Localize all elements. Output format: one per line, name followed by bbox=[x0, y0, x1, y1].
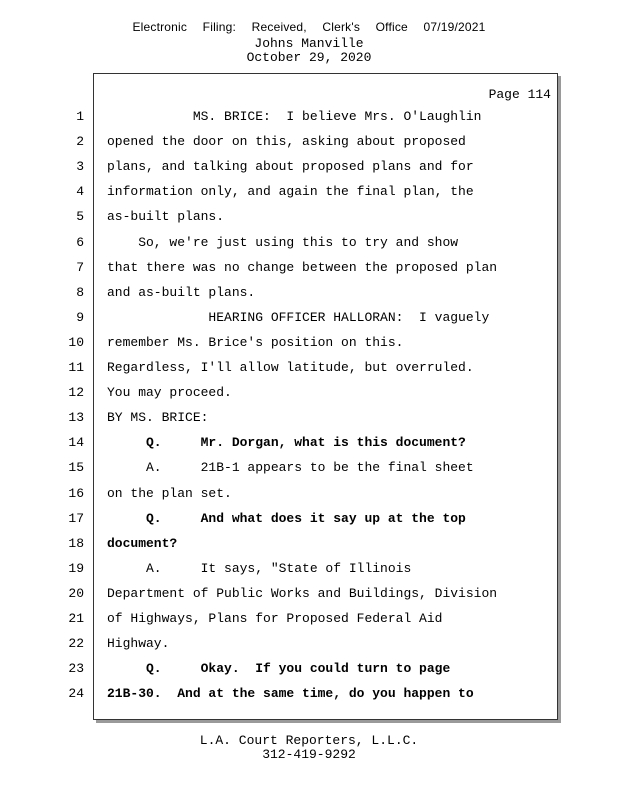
line-number: 24 bbox=[68, 686, 84, 702]
transcript-line bbox=[0, 285, 618, 310]
line-number: 21 bbox=[68, 611, 84, 626]
transcript-line bbox=[0, 184, 618, 209]
line-number: 5 bbox=[76, 209, 84, 225]
transcript-line bbox=[0, 435, 618, 460]
line-number: 7 bbox=[76, 259, 84, 275]
line-text: Q. And what does it say up at the top bbox=[107, 510, 466, 526]
page-number: Page 114 bbox=[488, 87, 551, 102]
electronic-filing-stamp bbox=[0, 20, 618, 34]
line-number: 18 bbox=[68, 535, 84, 551]
transcript-line bbox=[0, 260, 618, 285]
line-text: remember Ms. Brice's position on this. bbox=[107, 334, 404, 350]
transcript-line bbox=[0, 410, 618, 435]
line-number: 23 bbox=[68, 661, 84, 677]
line-number: 8 bbox=[76, 284, 84, 300]
line-text: and as-built plans. bbox=[107, 284, 256, 300]
line-text: You may proceed. bbox=[107, 385, 232, 401]
line-number: 1 bbox=[76, 109, 84, 124]
transcript-line bbox=[0, 335, 618, 360]
line-text: Highway. bbox=[107, 636, 170, 652]
reporter-company: L.A. Court Reporters, L.L.C. bbox=[199, 733, 419, 748]
transcript-line bbox=[0, 611, 618, 636]
line-number: 4 bbox=[76, 184, 84, 200]
transcript-line bbox=[0, 511, 618, 536]
transcript-line bbox=[0, 310, 618, 335]
transcript-line bbox=[0, 460, 618, 485]
transcript-line bbox=[0, 235, 618, 260]
transcript-line bbox=[0, 385, 618, 410]
line-text: HEARING OFFICER HALLORAN: I vaguely bbox=[107, 309, 490, 325]
line-text: Department of Public Works and Buildings, Division bbox=[107, 585, 498, 601]
line-text: BY MS. BRICE: bbox=[107, 410, 209, 426]
line-text: information only, and again the final plan, the bbox=[107, 184, 474, 200]
transcript-line bbox=[0, 209, 618, 234]
line-text: on the plan set. bbox=[107, 485, 232, 501]
line-number: 17 bbox=[68, 510, 84, 526]
line-number: 12 bbox=[68, 385, 84, 401]
line-text: opened the door on this, asking about proposed bbox=[107, 134, 466, 150]
transcript-line bbox=[0, 686, 618, 711]
line-text: of Highways, Plans for Proposed Federal Aid bbox=[107, 611, 443, 626]
line-text: as-built plans. bbox=[107, 209, 225, 225]
reporter-phone: 312-419-9292 bbox=[262, 747, 356, 762]
filing-part-5: Office bbox=[375, 20, 408, 34]
line-number: 9 bbox=[76, 309, 84, 325]
line-number: 20 bbox=[68, 585, 84, 601]
line-text: 21B-30. And at the same time, do you happen to bbox=[107, 686, 474, 702]
line-number: 19 bbox=[68, 560, 84, 576]
filing-part-3: Received, bbox=[251, 20, 307, 34]
transcript-line bbox=[0, 109, 618, 134]
line-number: 14 bbox=[68, 435, 84, 451]
transcript-line bbox=[0, 360, 618, 385]
filing-part-2: Filing: bbox=[202, 20, 237, 34]
line-number: 13 bbox=[68, 410, 84, 426]
transcript-line bbox=[0, 486, 618, 511]
filing-part-4: Clerk's bbox=[322, 20, 361, 34]
line-number: 11 bbox=[68, 360, 84, 375]
transcript-line bbox=[0, 661, 618, 686]
line-text: that there was no change between the proposed plan bbox=[107, 259, 498, 275]
case-name: Johns Manville bbox=[254, 36, 364, 51]
line-text: plans, and talking about proposed plans and for bbox=[107, 159, 474, 175]
line-number: 6 bbox=[76, 234, 84, 250]
transcript-line bbox=[0, 536, 618, 561]
line-text: Q. Okay. If you could turn to page bbox=[107, 661, 451, 677]
line-number: 2 bbox=[76, 134, 84, 150]
line-text: A. 21B-1 appears to be the final sheet bbox=[107, 460, 474, 476]
transcript-line bbox=[0, 134, 618, 159]
line-text: Q. Mr. Dorgan, what is this document? bbox=[107, 435, 466, 451]
line-text: document? bbox=[107, 535, 178, 551]
transcript-line bbox=[0, 586, 618, 611]
line-text: Regardless, I'll allow latitude, but overruled. bbox=[107, 360, 474, 375]
line-text: MS. BRICE: I believe Mrs. O'Laughlin bbox=[107, 109, 482, 124]
line-number: 10 bbox=[68, 334, 84, 350]
filing-date: 07/19/2021 bbox=[423, 20, 486, 34]
transcript-line bbox=[0, 636, 618, 661]
line-number: 3 bbox=[76, 159, 84, 175]
filing-part-1: Electronic bbox=[132, 20, 188, 34]
line-text: A. It says, "State of Illinois bbox=[107, 560, 412, 576]
hearing-date: October 29, 2020 bbox=[246, 50, 372, 65]
line-number: 22 bbox=[68, 636, 84, 652]
line-text: So, we're just using this to try and show bbox=[107, 234, 459, 250]
line-number: 15 bbox=[68, 460, 84, 476]
transcript-line bbox=[0, 159, 618, 184]
transcript-line bbox=[0, 561, 618, 586]
line-number: 16 bbox=[68, 485, 84, 501]
